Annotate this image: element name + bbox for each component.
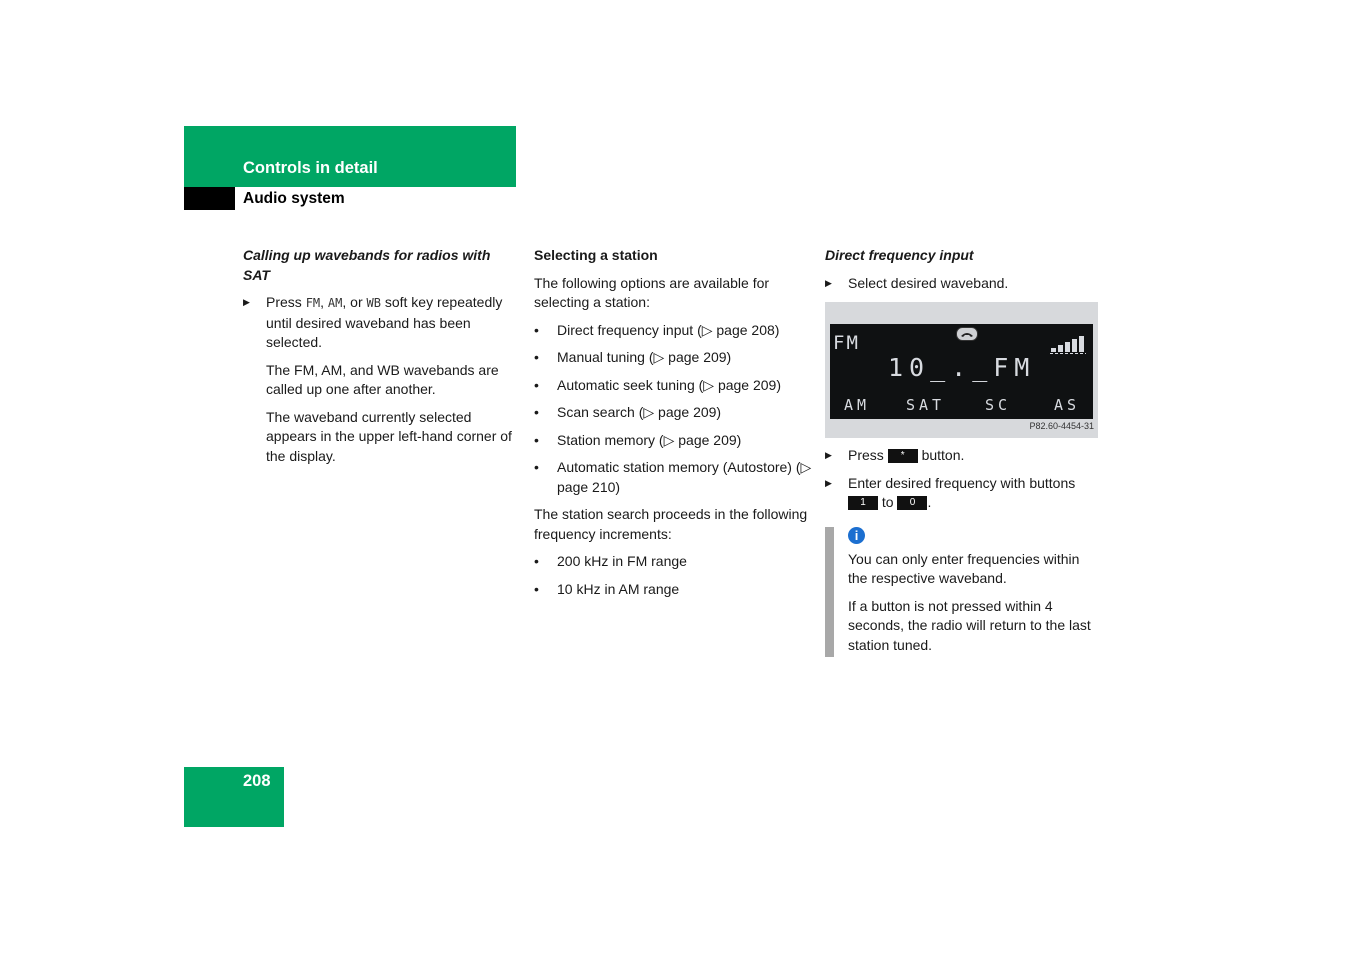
- list-item: • Automatic station memory (Autostore) (▷ page 210): [534, 458, 814, 497]
- step-select-waveband: ▶ Select desired waveband.: [825, 274, 1100, 294]
- subsection-marker: [184, 187, 235, 210]
- lcd-band: FM: [833, 332, 860, 354]
- phone-icon: [956, 327, 978, 341]
- separator: , or: [342, 294, 363, 310]
- lcd-softkey-am: AM: [844, 396, 871, 414]
- step-text: to: [881, 494, 894, 510]
- radio-display-figure: [825, 302, 1098, 438]
- lcd-softkey-as: AS: [1054, 396, 1081, 414]
- button-0: 0: [897, 496, 927, 510]
- list-item: • 10 kHz in AM range: [534, 580, 814, 600]
- step-select-waveband: [243, 293, 518, 353]
- signal-strength-icon: [1050, 334, 1088, 354]
- softkey-wb: WB: [366, 296, 381, 310]
- paragraph: The waveband currently selected appears in the upper left-hand corner of the display.: [266, 408, 512, 464]
- button-star: *: [888, 449, 918, 463]
- page-number: 208: [243, 772, 271, 790]
- step-text: soft key repeatedly until desired waveband has been selected.: [266, 294, 503, 350]
- note-bar: [825, 527, 834, 657]
- step-press-star: [825, 446, 1100, 466]
- subsection-title: Audio system: [243, 190, 345, 207]
- paragraph: The FM, AM, and WB wavebands are called up one after another.: [266, 361, 499, 397]
- column-selecting-station: [534, 246, 814, 607]
- step-text: Press: [266, 294, 302, 310]
- step-enter-frequency: [825, 474, 1100, 513]
- list-item: • Scan search (▷ page 209): [534, 403, 814, 423]
- heading-direct-frequency: Direct frequency input: [825, 247, 974, 263]
- note-paragraph: If a button is not pressed within 4 seconds, the radio will return to the last station tuned.: [848, 597, 1091, 653]
- separator: ,: [320, 294, 325, 310]
- button-1: 1: [848, 496, 878, 510]
- column-wavebands: [243, 246, 518, 474]
- lcd-softkey-sc: SC: [985, 396, 1012, 414]
- note-paragraph: You can only enter frequencies within the respective waveband.: [848, 550, 1080, 586]
- list-item: • 200 kHz in FM range: [534, 552, 814, 572]
- list-item: • Station memory (▷ page 209): [534, 431, 814, 451]
- heading-selecting-station: Selecting a station: [534, 247, 658, 263]
- lcd-frequency: 10_._FM: [888, 353, 1036, 382]
- step-text: Press: [848, 447, 884, 463]
- list-item: • Direct frequency input (▷ page 208): [534, 321, 814, 341]
- paragraph: The station search proceeds in the following frequency increments:: [534, 506, 808, 542]
- info-icon: i: [848, 527, 865, 544]
- heading-wavebands: Calling up wavebands for radios with SAT: [243, 247, 491, 283]
- list-item: • Automatic seek tuning (▷ page 209): [534, 376, 814, 396]
- lcd-softkey-sat: SAT: [906, 396, 946, 414]
- step-text: button.: [921, 447, 965, 463]
- figure-caption: P82.60-4454-31: [1029, 420, 1094, 431]
- info-note: [825, 527, 1100, 656]
- list-item: • Manual tuning (▷ page 209): [534, 348, 814, 368]
- paragraph: The following options are available for selecting a station:: [534, 274, 770, 310]
- softkey-am: AM: [327, 296, 343, 310]
- section-title: Controls in detail: [243, 159, 378, 177]
- step-text: .: [927, 494, 932, 510]
- column-direct-frequency: [825, 246, 1100, 663]
- step-text: Enter desired frequency with buttons: [848, 474, 1076, 491]
- softkey-fm: FM: [305, 296, 321, 310]
